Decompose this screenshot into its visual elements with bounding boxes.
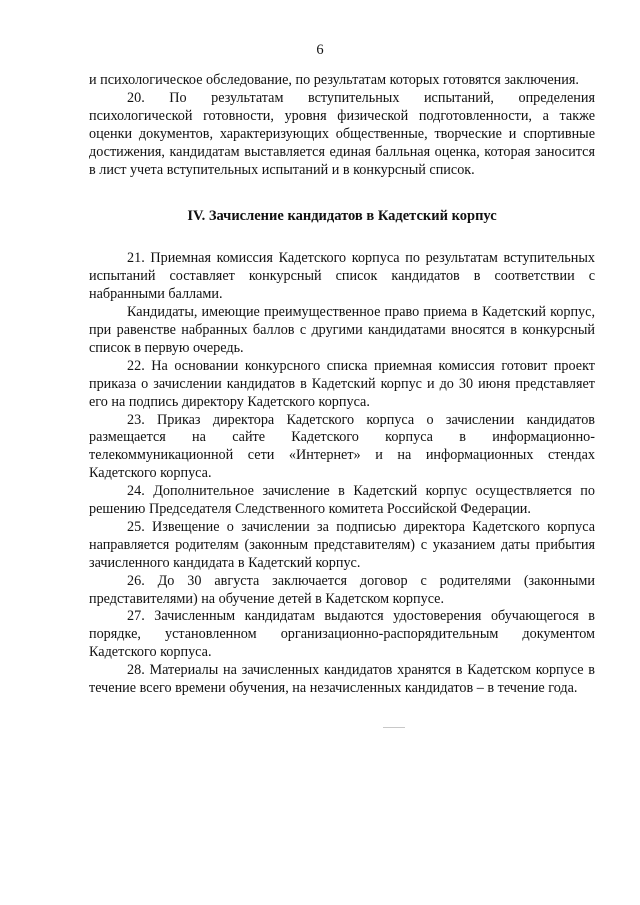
paragraph-item-20: 20. По результатам вступительных испытаний, определения психологической готовности, уровня физической подготовленности, а также оценки документов, характеризующих общественные, творческие и спортивные достижения, кандидатам выставляется единая балльная оценка, которая заносится в лист учета вступительных испытаний и в конкурсный список. [89,89,595,178]
scan-artifact [383,727,405,728]
paragraph-item-26: 26. До 30 августа заключается договор с родителями (законными представителями) на обучение детей в Кадетском корпусе. [89,572,595,607]
paragraph-item-27: 27. Зачисленным кандидатам выдаются удостоверения обучающегося в порядке, установленном организационно-распорядительным документом Кадетского корпуса. [89,608,595,661]
paragraph-priority-candidates: Кандидаты, имеющие преимущественное право приема в Кадетский корпус, при равенстве набранных баллов с другими кандидатами вносятся в конкурсный список в первую очередь. [89,304,595,356]
paragraph-item-25: 25. Извещение о зачислении за подписью директора Кадетского корпуса направляется родителям (законным представителям) с указанием даты прибытия зачисленного кандидата в Кадетский корпус. [89,518,595,571]
paragraph-item-21: 21. Приемная комиссия Кадетского корпуса по результатам вступительных испытаний составляет конкурсный список кандидатов в соответствии с набранными баллами. [89,250,595,303]
paragraph-continuation: и психологическое обследование, по результатам которых готовятся заключения. [89,72,579,88]
page-number: 6 [316,42,324,58]
paragraph-item-28: 28. Материалы на зачисленных кандидатов хранятся в Кадетском корпусе в течение всего времени обучения, на незачисленных кандидатов – в течение года. [89,662,595,697]
paragraph-item-22: 22. На основании конкурсного списка приемная комиссия готовит проект приказа о зачислении кандидатов в Кадетский корпус и до 30 июня представляет его на подпись директору Кадетского корпуса. [89,357,595,410]
paragraph-item-23: 23. Приказ директора Кадетского корпуса о зачислении кандидатов размещается на сайте Кадетского корпуса в информационно-телекоммуникационной сети «Интернет» и на информационных стендах Кадетского корпуса. [89,411,595,482]
section-heading: IV. Зачисление кандидатов в Кадетский корпус [187,208,497,225]
document-body [89,72,595,698]
paragraph-item-24: 24. Дополнительное зачисление в Кадетский корпус осуществляется по решению Председателя Следственного комитета Российской Федерации. [89,483,595,518]
